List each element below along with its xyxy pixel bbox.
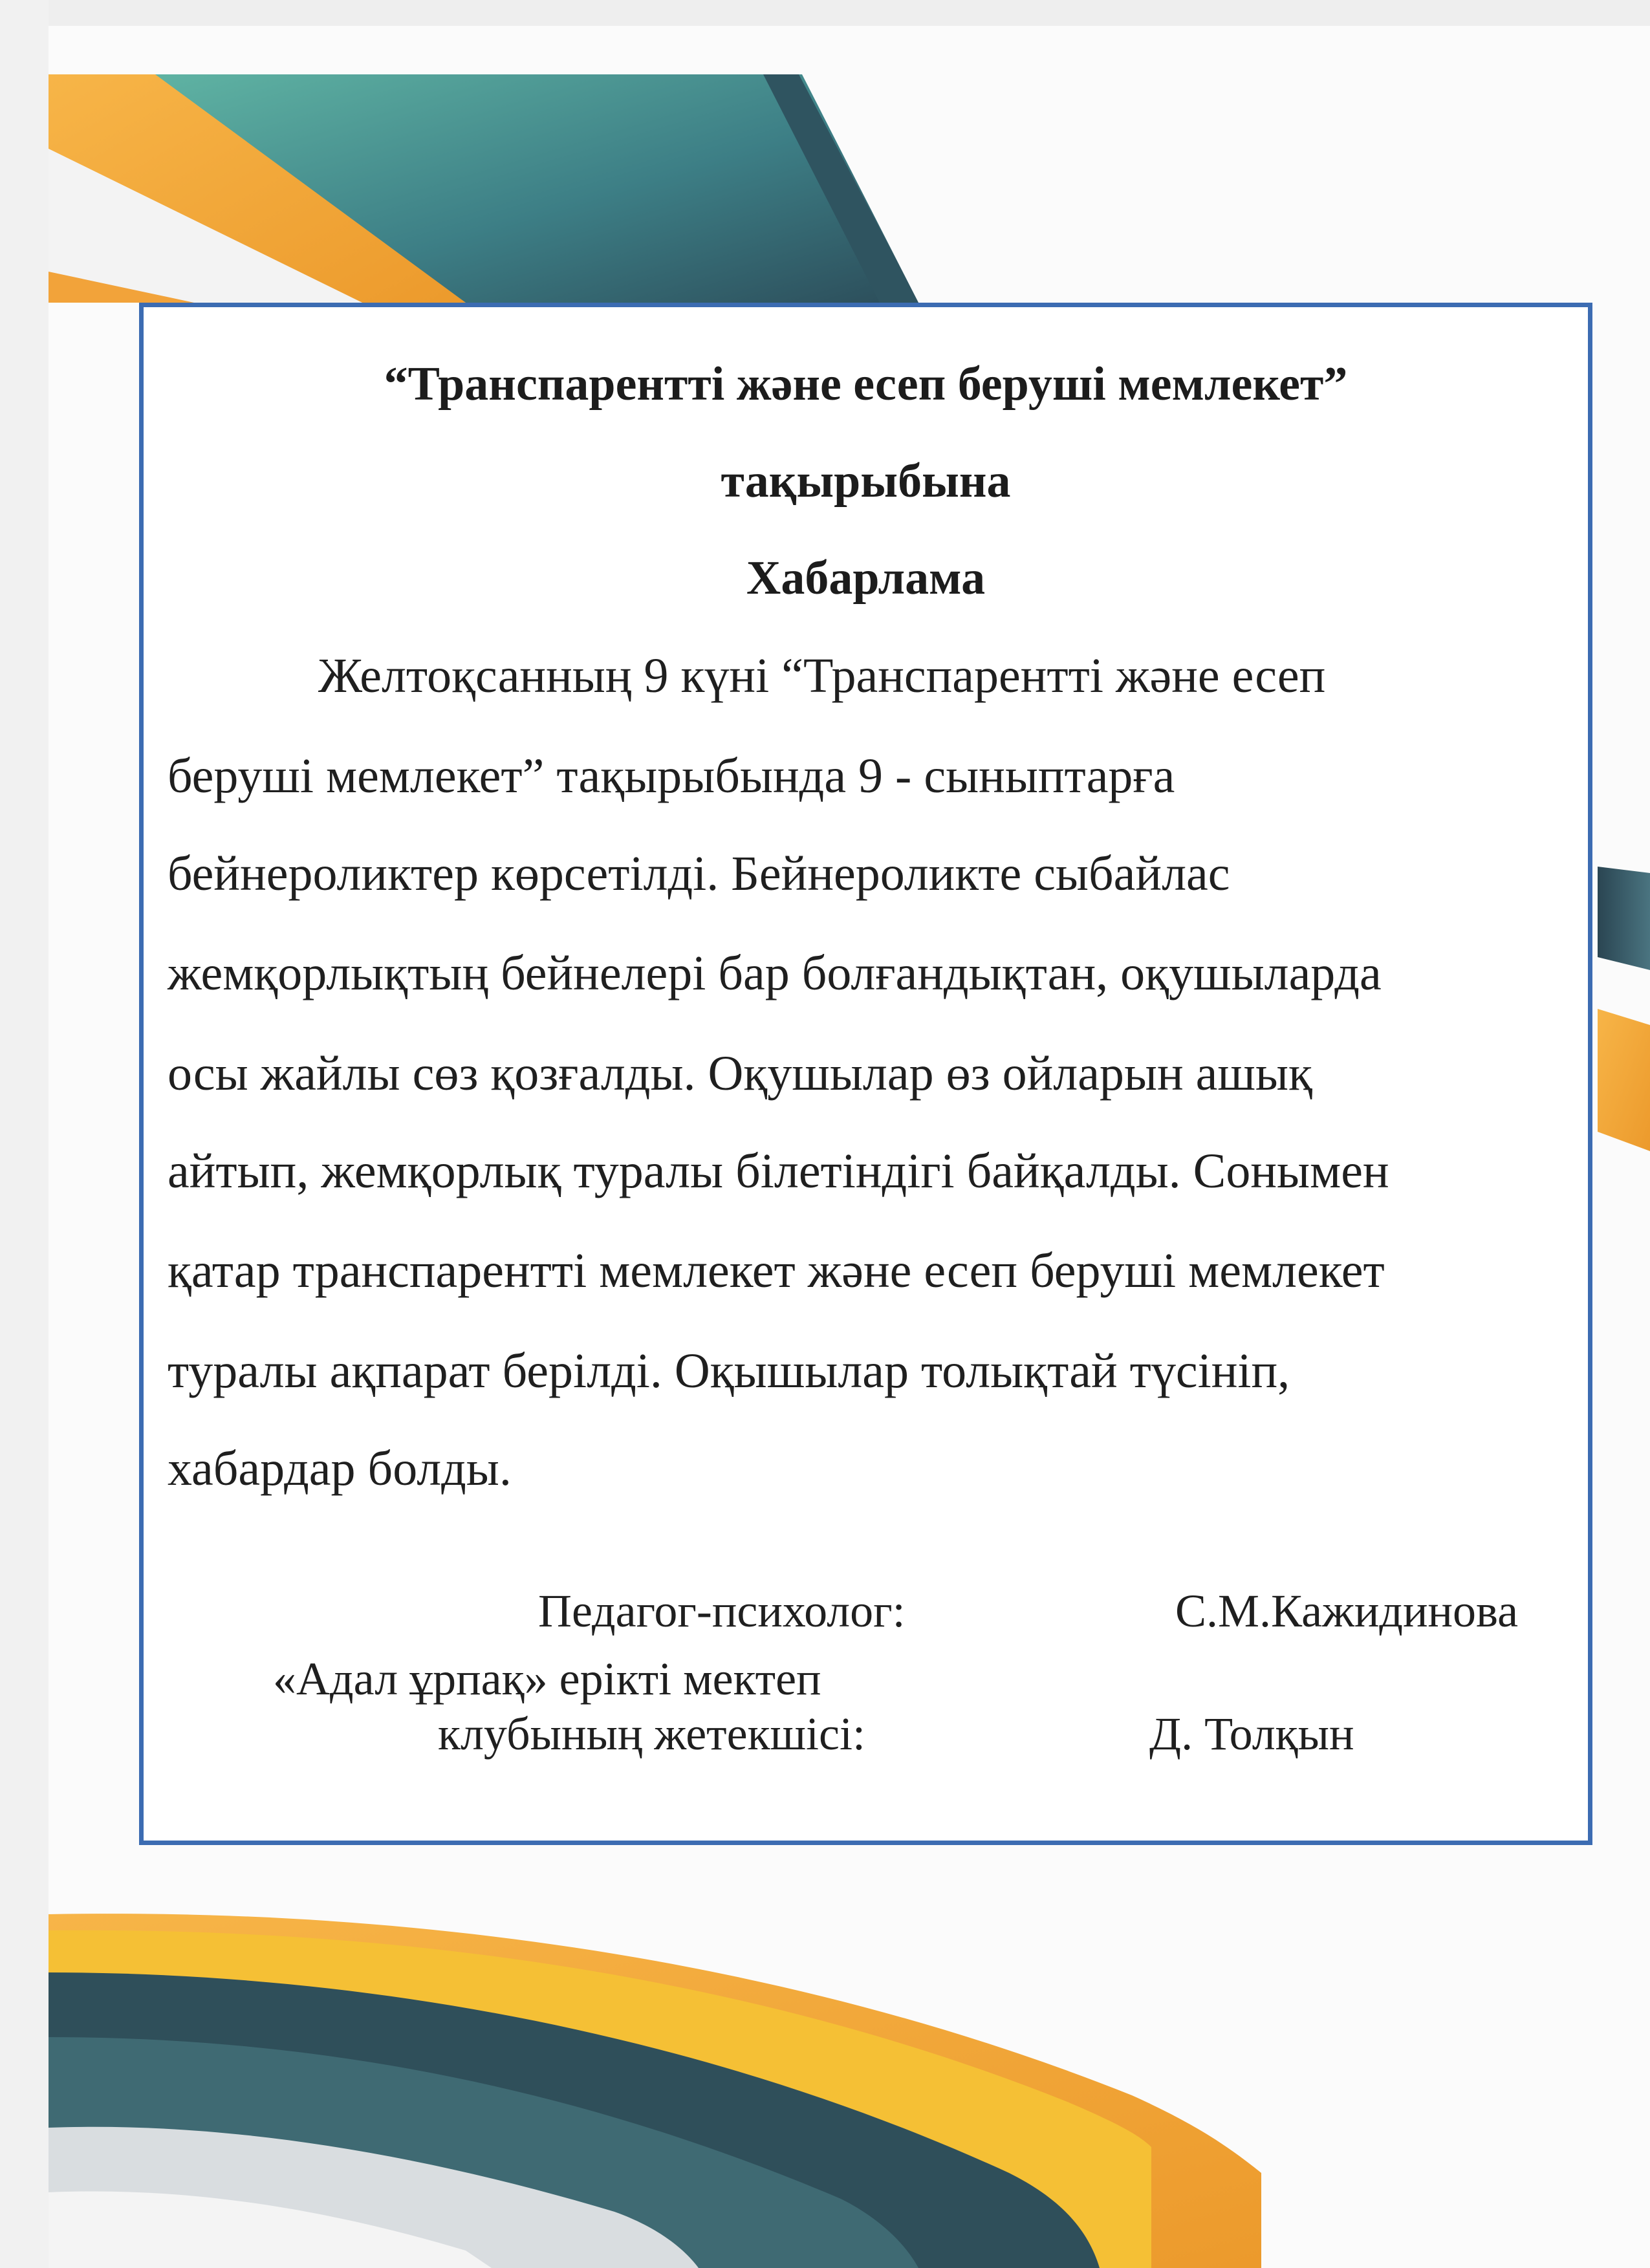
body-line-5: осы жайлы сөз қозғалды. Оқушылар өз ойларын ашық — [168, 1046, 1312, 1101]
title-line-2: тақырыбына — [721, 455, 1011, 508]
signature-role-club-line1: «Адал ұрпақ» ерікті мектеп — [273, 1653, 821, 1705]
announcement-frame — [139, 303, 1592, 1845]
body-line-3: бейнероликтер көрсетілді. Бейнероликте сыбайлас — [168, 847, 1230, 901]
body-line-2: беруші мемлекет” тақырыбында 9 - сыныптарға — [168, 749, 1175, 803]
signature-name-club: Д. Толқын — [1149, 1708, 1354, 1760]
title-line-1: “Транспарентті және есеп беруші мемлекет” — [384, 358, 1348, 411]
heading: Хабарлама — [746, 552, 986, 605]
body-line-8: туралы ақпарат берілді. Оқышылар толықтай түсініп, — [168, 1344, 1290, 1398]
signature-name-psychologist: С.М.Кажидинова — [1175, 1585, 1519, 1637]
body-line-1: Желтоқсанның 9 күні “Транспарентті және есеп — [318, 649, 1326, 703]
right-ribbons — [1598, 867, 1650, 1151]
signature-role-club-line2: клубының жетекшісі: — [438, 1708, 865, 1760]
top-left-ribbons — [49, 74, 918, 303]
bottom-waves — [49, 1914, 1261, 2268]
body-line-4: жемқорлықтың бейнелері бар болғандықтан, оқушыларда — [168, 946, 1382, 1000]
body-line-7: қатар транспарентті мемлекет және есеп беруші мемлекет — [168, 1244, 1385, 1298]
body-line-9: хабардар болды. — [168, 1442, 512, 1496]
signature-role-psychologist: Педагог-психолог: — [538, 1585, 906, 1637]
body-line-6: айтып, жемқорлық туралы білетіндігі байқалды. Сонымен — [168, 1144, 1389, 1198]
